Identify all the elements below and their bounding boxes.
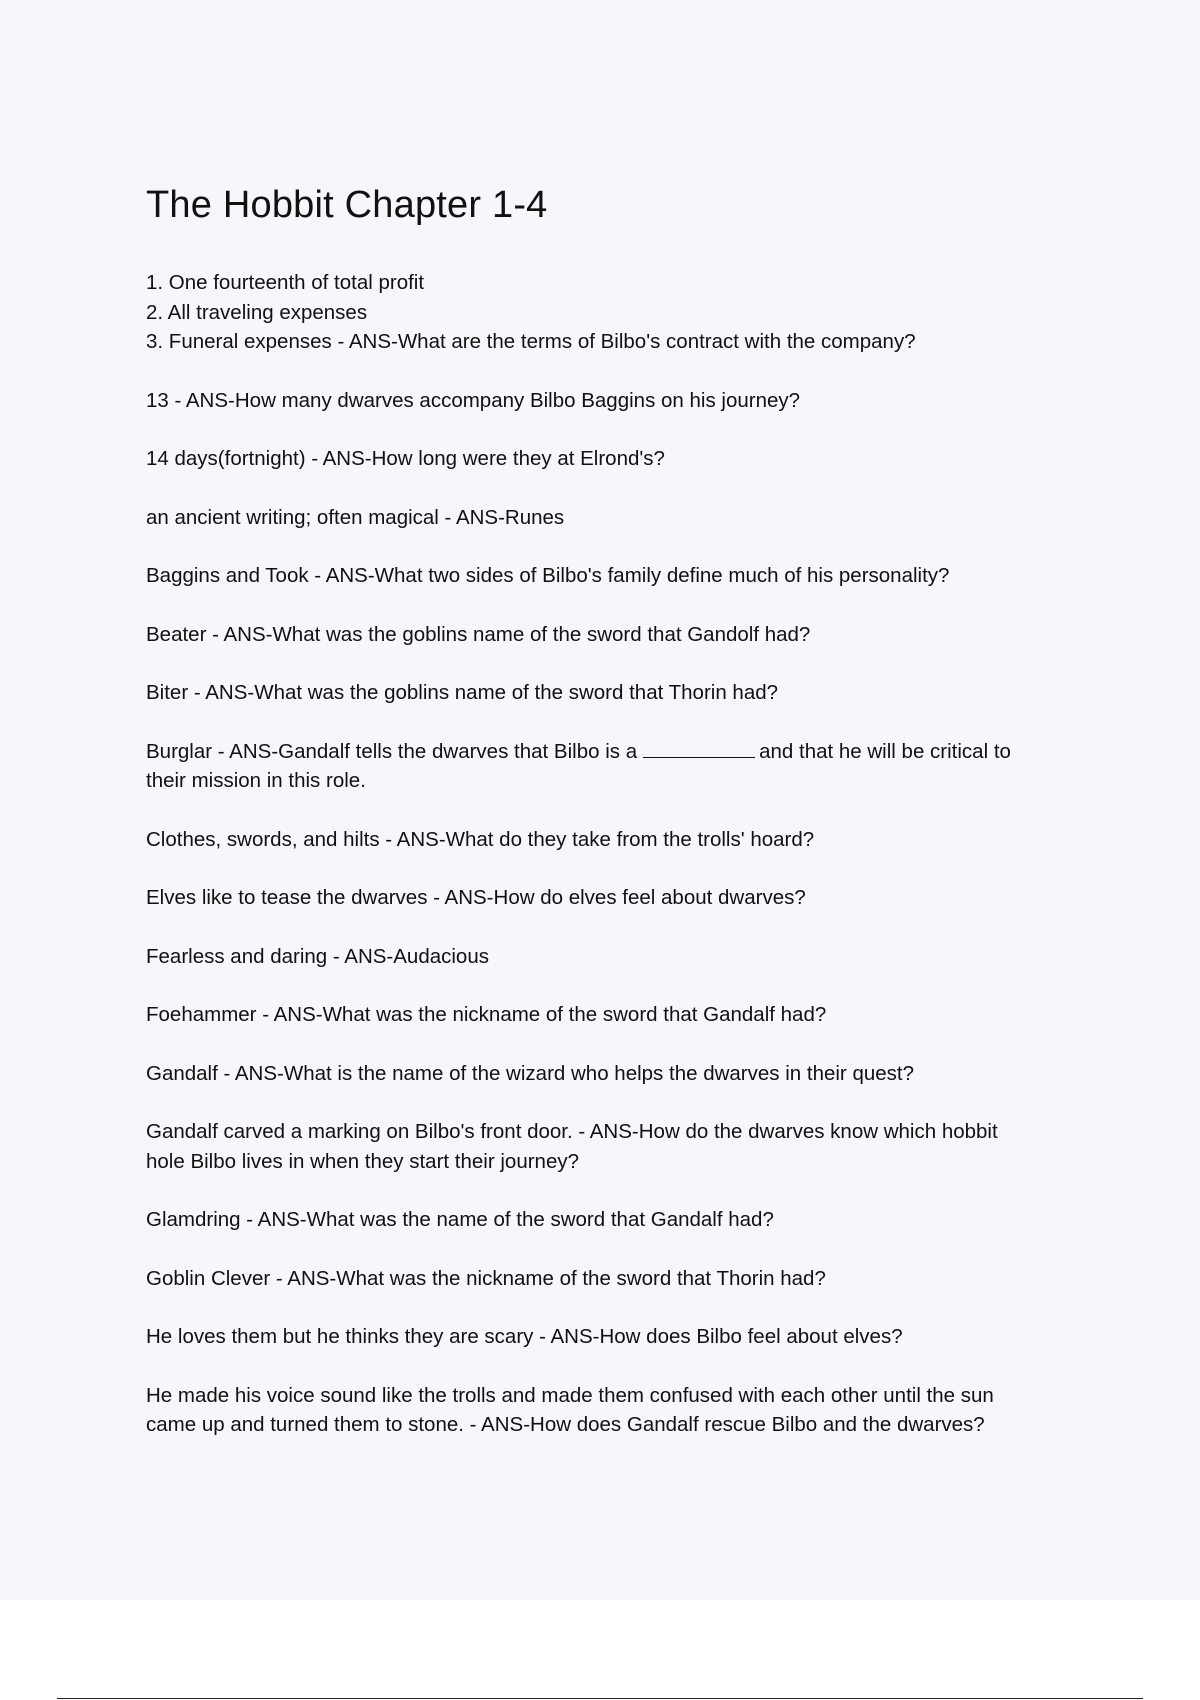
entry-line: He loves them but he thinks they are scary - ANS-How does Bilbo feel about elves? bbox=[146, 1325, 903, 1348]
qa-entry bbox=[146, 444, 1096, 474]
qa-entry bbox=[146, 1322, 1096, 1352]
entry-line: Gandalf - ANS-What is the name of the wizard who helps the dwarves in their quest? bbox=[146, 1061, 914, 1085]
qa-entry bbox=[146, 620, 1096, 650]
fill-in-blank-line bbox=[643, 739, 755, 758]
entry-line: Fearless and daring - ANS-Audacious bbox=[146, 944, 489, 968]
qa-entry bbox=[146, 386, 1096, 416]
entry-line: Beater - ANS-What was the goblins name of the sword that Gandolf had? bbox=[146, 622, 811, 646]
qa-entry bbox=[146, 1000, 1096, 1030]
entry-text-before-blank: Burglar - ANS-Gandalf tells the dwarves that Bilbo is a bbox=[146, 739, 638, 763]
entry-line: hole Bilbo lives in when they start their journey? bbox=[146, 1149, 580, 1173]
qa-entry bbox=[146, 1205, 1096, 1235]
entry-line: 3. Funeral expenses - ANS-What are the terms of Bilbo's contract with the company? bbox=[146, 330, 916, 353]
entry-line: Goblin Clever - ANS-What was the nickname of the sword that Thorin had? bbox=[146, 1266, 826, 1290]
entry-line: Biter - ANS-What was the goblins name of the sword that Thorin had? bbox=[146, 681, 779, 704]
entry-line: came up and turned them to stone. - ANS-How does Gandalf rescue Bilbo and the dwarves? bbox=[146, 1413, 985, 1436]
entry-line: He made his voice sound like the trolls and made them confused with each other until the sun bbox=[146, 1383, 994, 1407]
qa-entry bbox=[146, 1381, 1096, 1440]
qa-entry bbox=[146, 825, 1096, 855]
entry-line: Clothes, swords, and hilts - ANS-What do they take from the trolls' hoard? bbox=[146, 827, 815, 851]
qa-entry bbox=[146, 561, 1096, 591]
qa-entry bbox=[146, 503, 1096, 533]
entry-line: 2. All traveling expenses bbox=[146, 300, 368, 324]
qa-entry bbox=[146, 883, 1096, 913]
footer-divider bbox=[57, 1698, 1143, 1699]
document-title: The Hobbit Chapter 1-4 bbox=[146, 184, 548, 226]
qa-entry bbox=[146, 268, 1096, 357]
entry-line: Elves like to tease the dwarves - ANS-How do elves feel about dwarves? bbox=[146, 886, 806, 909]
qa-entry bbox=[146, 1059, 1096, 1089]
entry-line: 14 days(fortnight) - ANS-How long were they at Elrond's? bbox=[146, 447, 665, 470]
entry-line: Glamdring - ANS-What was the name of the sword that Gandalf had? bbox=[146, 1208, 774, 1231]
entry-line: Foehammer - ANS-What was the nickname of the sword that Gandalf had? bbox=[146, 1003, 827, 1026]
entry-line: Gandalf carved a marking on Bilbo's front door. - ANS-How do the dwarves know which hobbit bbox=[146, 1120, 998, 1143]
qa-entry bbox=[146, 678, 1096, 708]
entry-line: an ancient writing; often magical - ANS-Runes bbox=[146, 505, 565, 529]
document-content bbox=[146, 183, 1096, 1469]
entry-line: 13 - ANS-How many dwarves accompany Bilbo Baggins on his journey? bbox=[146, 388, 801, 412]
entry-line: Baggins and Took - ANS-What two sides of Bilbo's family define much of his personality? bbox=[146, 564, 950, 587]
entry-line: 1. One fourteenth of total profit bbox=[146, 271, 425, 294]
entry-line: their mission in this role. bbox=[146, 769, 366, 792]
entry-text-after-blank: and that he will be critical to bbox=[759, 739, 1011, 763]
qa-entry bbox=[146, 1264, 1096, 1294]
qa-entry bbox=[146, 1117, 1096, 1176]
qa-entry bbox=[146, 942, 1096, 972]
qa-entry-fill-blank bbox=[146, 737, 1096, 796]
entry-line bbox=[146, 737, 1096, 767]
